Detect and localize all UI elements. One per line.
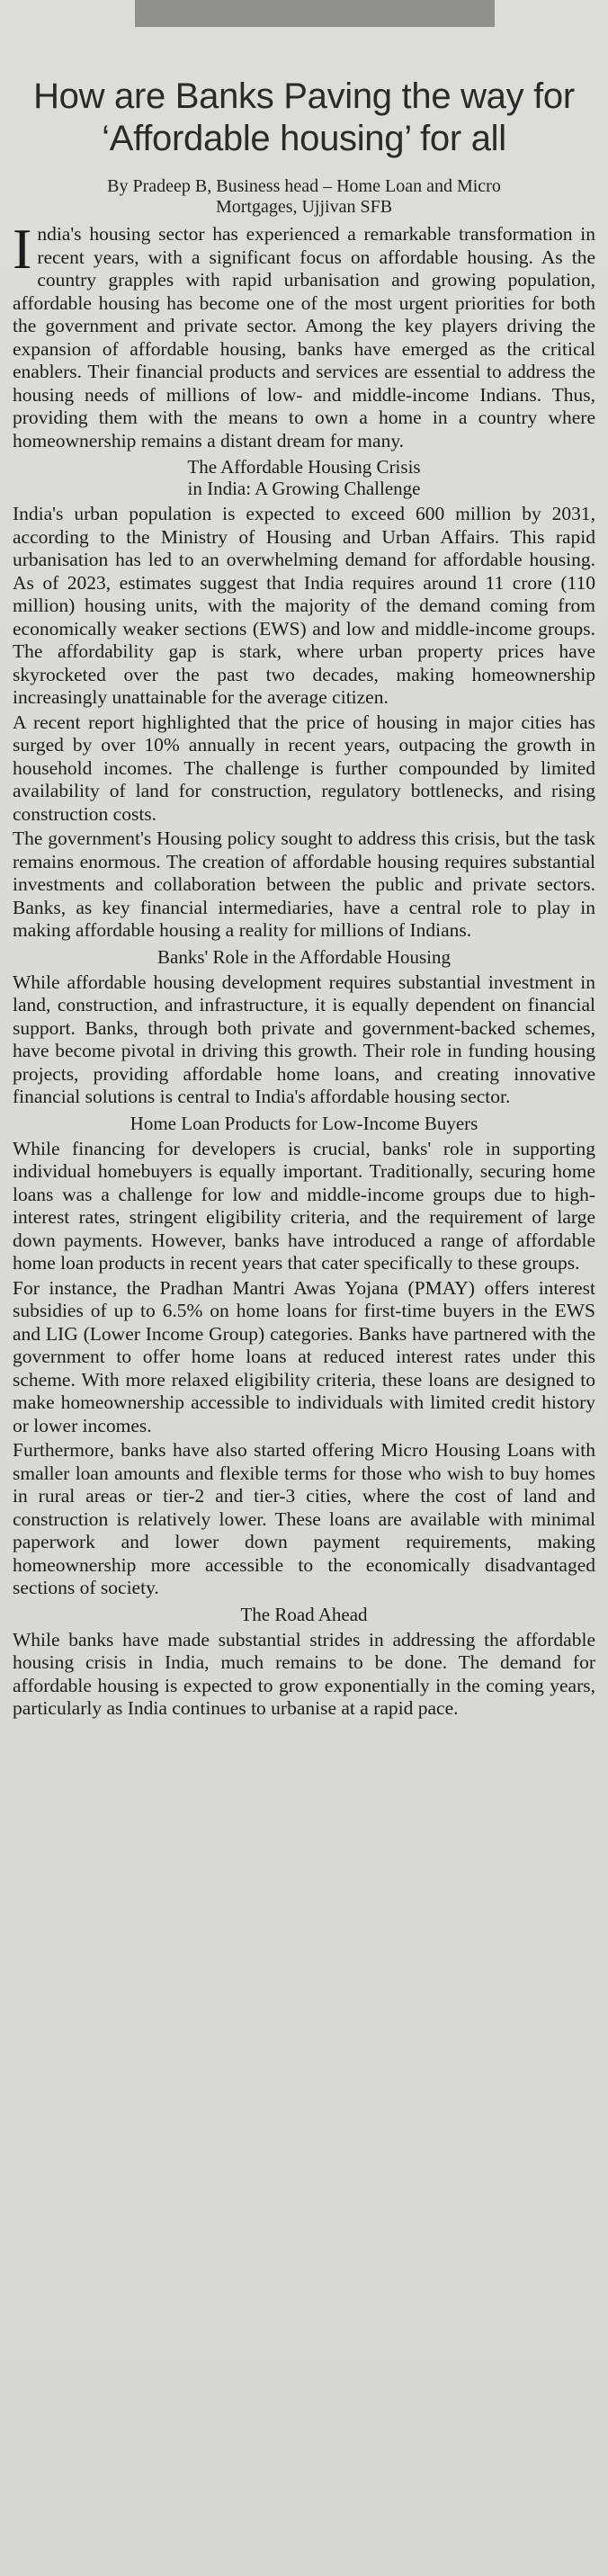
paragraph: While financing for developers is crucial, banks' role in supporting individual homebuyers is equally important. Traditionally, securing home loans was a challenge for low and middle-income groups due to high-interest rates, stringent eligibility criteria, and the requirement of large down payments. However, banks have introduced a range of affordable home loan products in recent years that cater specifically to these groups.: [13, 1137, 595, 1274]
section-heading-home-loan-products: Home Loan Products for Low-Income Buyers: [130, 1112, 478, 1134]
section-heading-crisis: [13, 456, 595, 499]
section-heading-road-ahead: The Road Ahead: [240, 1603, 368, 1625]
paragraph: While affordable housing development requires substantial investment in land, construction, and infrastructure, it is equally dependent on financial support. Banks, through both private and government-backed schemes, have become pivotal in driving this growth. Their role in funding housing projects, providing affordable home loans, and creating innovative financial solutions is central to India's affordable housing sector.: [13, 970, 595, 1107]
article-body: [13, 217, 595, 1721]
masthead-strip: [135, 0, 495, 27]
paragraph: Furthermore, banks have also started offering Micro Housing Loans with smaller loan amounts and flexible terms for those who wish to buy homes in rural areas or tier-2 and tier-3 cities, where the cost of land and construction is relatively lower. These loans are available with minimal paperwork and lower down payment requirements, making homeownership more accessible to the economically disadvantaged sections of society.: [13, 1439, 595, 1598]
paragraph: While banks have made substantial strides in addressing the affordable housing crisis in India, much remains to be done. The demand for affordable housing is expected to grow exponentially in the coming years, particularly as India continues to urbanise at a rapid pace.: [13, 1628, 595, 1719]
section-heading-crisis-line2: in India: A Growing Challenge: [187, 478, 421, 499]
article-byline: By Pradeep B, Business head – Home Loan and Micro Mortgages, Ujjivan SFB: [107, 176, 501, 217]
section-heading-banks-role: Banks' Role in the Affordable Housing: [157, 945, 451, 968]
article-headline: How are Banks Paving the way for ‘Affordable housing’ for all: [33, 76, 575, 158]
intro-paragraph: India's housing sector has experienced a remarkable transformation in recent years, with a significant focus on affordable housing. As the country grapples with rapid urbanisation and growing population, affordable housing has become one of the most urgent priorities for both the government and private sector. Among the key players driving the expansion of affordable housing, banks have emerged as the critical enablers. Their financial products and services are essential to address the housing needs of millions of low- and middle-income Indians. Thus, providing them with the means to own a home in a country where homeownership remains a distant dream for many.: [13, 217, 595, 452]
paragraph: India's urban population is expected to exceed 600 million by 2031, according to the Ministry of Housing and Urban Affairs. This rapid urbanisation has led to an overwhelming demand for affordable housing. As of 2023, estimates suggest that India requires around 11 crore (110 million) housing units, with the majority of the demand coming from economically weaker sections (EWS) and low and middle-income groups. The affordability gap is stark, where urban property prices have skyrocketed over the past two decades, making homeownership increasingly unattainable for the average citizen.: [13, 503, 595, 708]
section-heading-crisis-line1: The Affordable Housing Crisis: [187, 456, 421, 478]
paragraph: The government's Housing policy sought to address this crisis, but the task remains enormous. The creation of affordable housing requires substantial investments and collaboration between the public and private sectors. Banks, as key financial intermediaries, have a central role to play in making affordable housing a reality for millions of Indians.: [13, 827, 595, 941]
paragraph: A recent report highlighted that the price of housing in major cities has surged by over 10% annually in recent years, outpacing the growth in household incomes. The challenge is further compounded by limited availability of land for construction, regulatory bottlenecks, and rising construction costs.: [13, 711, 595, 825]
paragraph: For instance, the Pradhan Mantri Awas Yojana (PMAY) offers interest subsidies of up to 6.5% on home loans for first-time buyers in the EWS and LIG (Lower Income Group) categories. Banks have partnered with the government to offer home loans at reduced interest rates under this scheme. With more relaxed eligibility criteria, these loans are designed to make homeownership accessible to individuals with limited credit history or lower incomes.: [13, 1276, 595, 1436]
